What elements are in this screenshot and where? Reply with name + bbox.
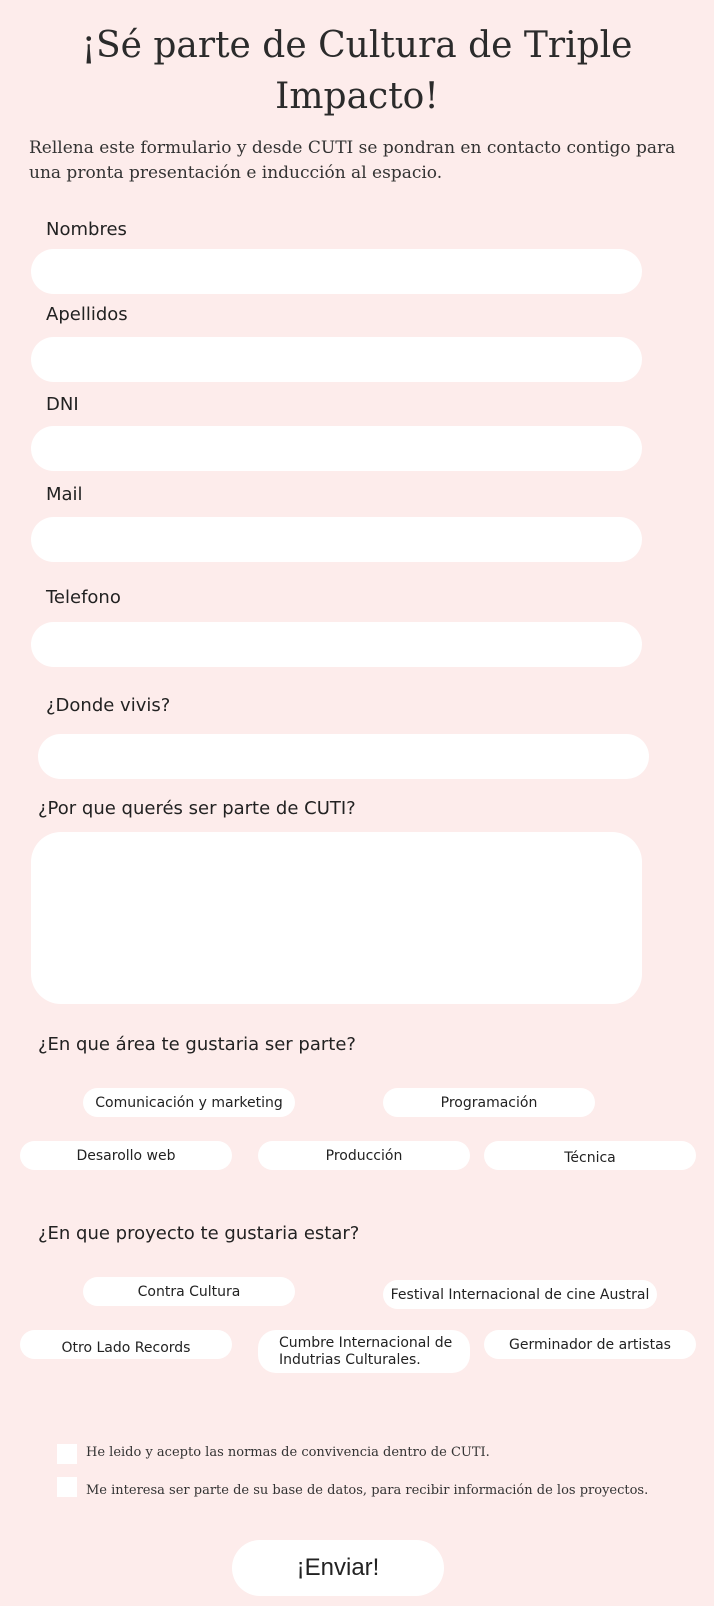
dni-label: DNI — [46, 394, 79, 415]
normas-label: He leido y acepto las normas de convivencia dentro de CUTI. — [86, 1445, 490, 1460]
base-datos-label: Me interesa ser parte de su base de datos, para recibir información de los proyectos. — [86, 1483, 649, 1498]
mail-input[interactable] — [31, 517, 642, 562]
area-option-programacion[interactable]: Programación — [383, 1088, 595, 1117]
proyecto-option-contra-cultura[interactable]: Contra Cultura — [83, 1277, 295, 1306]
area-option-produccion[interactable]: Producción — [258, 1141, 470, 1170]
dni-input[interactable] — [31, 426, 642, 471]
page-title: ¡Sé parte de Cultura de Triple Impacto! — [81, 25, 633, 117]
proyecto-option-germinador-artistas[interactable]: Germinador de artistas — [484, 1330, 696, 1359]
porque-textarea[interactable] — [31, 832, 642, 1004]
proyectos-question: ¿En que proyecto te gustaria estar? — [38, 1223, 360, 1244]
area-option-tecnica[interactable]: Técnica — [484, 1141, 696, 1170]
proyecto-option-otro-lado-records[interactable]: Otro Lado Records — [20, 1330, 232, 1359]
nombres-input[interactable] — [31, 249, 642, 294]
donde-vivis-label: ¿Donde vivis? — [46, 695, 171, 716]
base-datos-checkbox[interactable] — [57, 1477, 77, 1497]
telefono-input[interactable] — [31, 622, 642, 667]
intro-text: Rellena este formulario y desde CUTI se pondran en contacto contigo para una pronta presentación e inducción al espacio. — [29, 138, 676, 183]
apellidos-label: Apellidos — [46, 304, 128, 325]
normas-checkbox[interactable] — [57, 1444, 77, 1464]
telefono-label: Telefono — [46, 587, 121, 608]
proyecto-option-cumbre-industrias-culturales[interactable] — [258, 1330, 470, 1373]
area-option-desarollo-web[interactable]: Desarollo web — [20, 1141, 232, 1170]
mail-label: Mail — [46, 484, 83, 505]
proyecto-option-festival-cine-austral[interactable]: Festival Internacional de cine Austral — [383, 1280, 657, 1309]
apellidos-input[interactable] — [31, 337, 642, 382]
nombres-label: Nombres — [46, 219, 127, 240]
areas-question: ¿En que área te gustaria ser parte? — [38, 1034, 356, 1055]
donde-vivis-input[interactable] — [38, 734, 649, 779]
porque-label: ¿Por que querés ser parte de CUTI? — [38, 798, 356, 819]
area-option-comunicacion[interactable]: Comunicación y marketing — [83, 1088, 295, 1117]
cumbre-label: Cumbre Internacional de Indutrias Culturales. — [279, 1334, 453, 1368]
enviar-button[interactable]: ¡Enviar! — [232, 1540, 444, 1596]
